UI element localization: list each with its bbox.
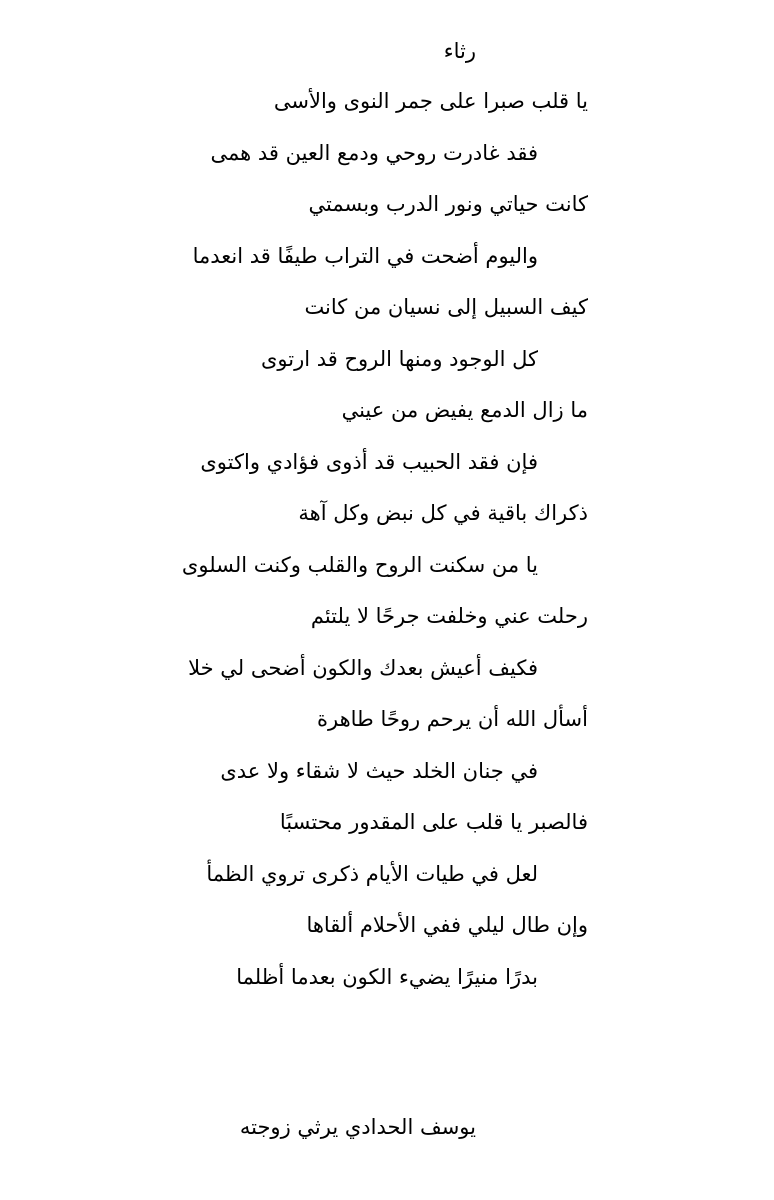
verse-1-first-half: يا قلب صبرا على جمر النوى والأسى bbox=[273, 89, 588, 113]
poet-signature: يوسف الحدادي يرثي زوجته bbox=[239, 1115, 476, 1139]
verse-6-second-half: فكيف أعيش بعدك والكون أضحى لي خلا bbox=[188, 656, 538, 680]
verse-9-first-half: وإن طال ليلي ففي الأحلام ألقاها bbox=[306, 913, 588, 937]
verse-9-second-half: بدرًا منيرًا يضيء الكون بعدما أظلما bbox=[236, 965, 538, 989]
verse-3-second-half: كل الوجود ومنها الروح قد ارتوى bbox=[260, 347, 538, 371]
verse-5-second-half: يا من سكنت الروح والقلب وكنت السلوى bbox=[181, 553, 538, 577]
verse-4-second-half: فإن فقد الحبيب قد أذوى فؤادي واكتوى bbox=[200, 450, 538, 474]
verse-7-second-half: في جنان الخلد حيث لا شقاء ولا عدى bbox=[220, 759, 538, 783]
verse-2-first-half: كانت حياتي ونور الدرب وبسمتي bbox=[308, 192, 588, 216]
verse-7-first-half: أسأل الله أن يرحم روحًا طاهرة bbox=[317, 707, 588, 731]
verse-8-first-half: فالصبر يا قلب على المقدور محتسبًا bbox=[279, 810, 588, 834]
verse-4-first-half: ما زال الدمع يفيض من عيني bbox=[341, 398, 588, 422]
verse-3-first-half: كيف السبيل إلى نسيان من كانت bbox=[304, 295, 588, 319]
verse-5-first-half: ذكراك باقية في كل نبض وكل آهة bbox=[298, 501, 588, 525]
verse-1-second-half: فقد غادرت روحي ودمع العين قد همى bbox=[210, 141, 538, 165]
verse-8-second-half: لعل في طيات الأيام ذكرى تروي الظمأ bbox=[206, 862, 538, 886]
verse-2-second-half: واليوم أضحت في التراب طيفًا قد انعدما bbox=[192, 244, 538, 268]
verse-6-first-half: رحلت عني وخلفت جرحًا لا يلتئم bbox=[310, 604, 588, 628]
poem-title: رثاء bbox=[443, 39, 476, 63]
